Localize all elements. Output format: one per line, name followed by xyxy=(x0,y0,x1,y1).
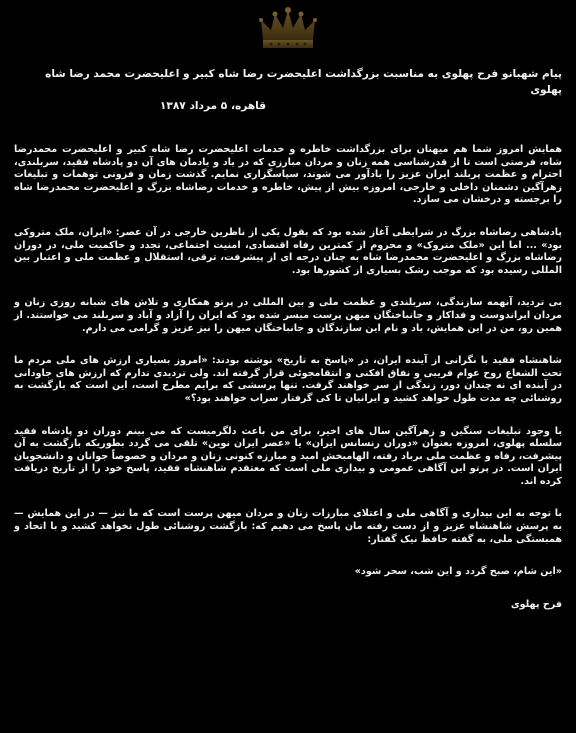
paragraph: با وجود تبلیغات سنگین و زهرآگین سال های اخیر، برای من باعث دلگرمیست که می بینم دوران دو پادشاه فقید سلسله پهلوی، امروزه بعنوان «دوران رنسانس ایران» یا «عصر ایران نوین» تلقی می گردد بطوریکه بازگشت به آن پیشرفت، رفاه و عظمت ملی برباد رفته، الهامبخش امید و مبارزه کنونی زنان و مردان و خصوصاً جوانان و دانشجویان ایران است. در پرتو این آگاهی عمومی و بیداری ملی است که معتقدم شاهنشاه فقید، پاسخ خود را از تاریخ دریافت کرده اند. xyxy=(14,425,562,487)
poem-quote: «این شام، صبح گردد و این شب، سحر شود» xyxy=(354,566,562,578)
signature: فرح پهلوی xyxy=(510,598,562,610)
document-body xyxy=(14,144,562,611)
paragraph: با توجه به این بیداری و آگاهی ملی و اعتلای مبارزات زنان و مردان میهن پرست است که ما نیز — در این همایش — به پرسش شاهنشاه عزیز و از دست رفته مان پاسخ می دهیم که: بازگشت روشنائی طول نخواهد کشید و با اتحاد و همبستگی ملی، به گفته حافظ نیک گفتار: xyxy=(14,508,562,545)
crown-icon xyxy=(257,6,319,52)
paragraph: شاهنشاه فقید با نگرانی از آینده ایران، در «پاسخ به تاریخ» نوشته بودند: «امروز بسیاری ارزش های ملی مردم ما تحت الشعاع روح عوام فریبی و نفاق افکنی و انتقامجوئی قرار گرفته اند. ولی تردیدی ندارم که ارزش های جاودانی در آینده ای نه چندان دور، زندگی از سر خواهند گرفت. تنها پرسشی که برایم مطرح است، این است که بازگشت به روشنائی چه مدت طول خواهد کشید و ایرانیان تا کی گرفتار سراب خواهند بود؟» xyxy=(14,355,562,404)
paragraph: بی تردید، آنهمه سازندگی، سربلندی و عظمت ملی و بین المللی در پرتو همکاری و تلاش های شبانه روزی زنان و مردان ایراندوست و فداکار و جانباختگان میهن پرست میسر شده بود که ایران را آزاد و آباد و سربلند می خواستند. از همین رو، من در این همایش، یاد و نام این سازندگان و جانباختگان میهن را نیز عزیز و گرامی می دارم. xyxy=(14,297,562,334)
paragraph: پادشاهی رضاشاه بزرگ در شرایطی آغاز شده بود که بقول یکی از ناظرین خارجی در آن عصر: «ایران، ملک متروکی بود» ... اما این «ملک متروک» و محروم از کمترین رفاه اقتصادی، امنیت اجتماعی، تجدد و حاکمیت ملی، در دوران رضاشاه بزرگ و اعلیحضرت محمدرضا شاه به چنان درجه ای از پیشرفت، ترقی، استقلال و عظمت ملی و اعتبار بین المللی رسیده بود که موجب رشک بسیاری از کشورها بود. xyxy=(14,226,562,276)
document-title: پیام شهبانو فرح پهلوی به مناسبت بزرگداشت اعلیحضرت رضا شاه کبیر و اعلیحضرت محمد رضا شاه پهلوی xyxy=(45,68,562,96)
paragraph: همایش امروز شما هم میهنان برای بزرگداشت خاطره و خدمات اعلیحضرت رضا شاه کبیر و اعلیحضرت محمدرضا شاه، فرصتی است تا از قدرشناسی همه زنان و مردان مبارزی که در یاد و یادمان های آن دو پادشاه فقید، سربلندی، احترام و عظمت پربلند ایران عزیز را یادآور می شوند، سپاسگزاری نمایم. گذشت زمان و فزونی توهمات و تبلیغات زهرآگین دشمنان داخلی و خارجی، امروزه بیش از پیش، خاطره و خدمات رضاشاه بزرگ و اعلیحضرت محمدرضا شاه را برجسته و درخشان می سازد. xyxy=(14,144,562,206)
document-date: قاهره، ۵ مرداد ۱۳۸۷ xyxy=(159,100,267,112)
